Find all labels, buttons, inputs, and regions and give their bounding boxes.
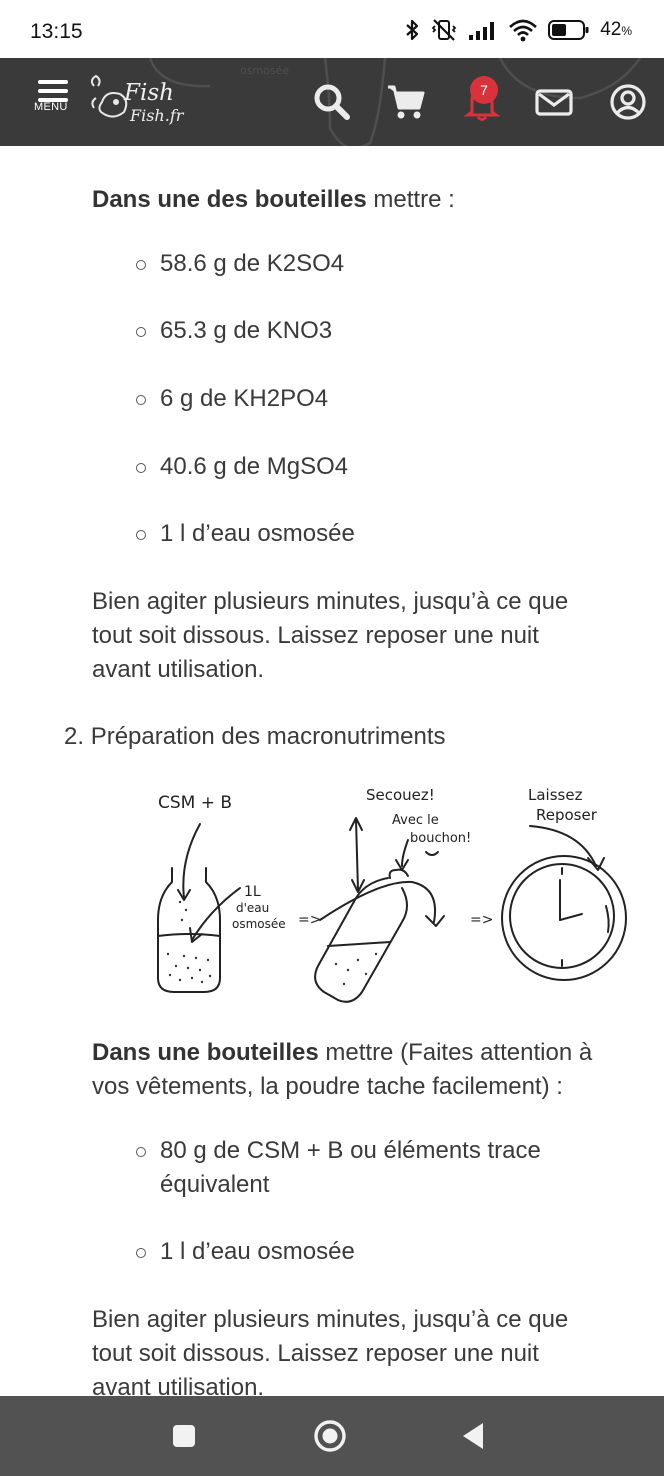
system-nav-bar (0, 1396, 664, 1476)
svg-text:1L: 1L (244, 884, 261, 900)
menu-button[interactable] (34, 78, 78, 130)
menu-label: MENU (34, 101, 68, 113)
macronutrient-preparation-sketch (140, 770, 630, 1020)
svg-text:=>: => (298, 912, 322, 928)
mail-icon[interactable] (534, 82, 574, 122)
home-icon[interactable] (312, 1418, 348, 1454)
list-item: 1 l d’eau osmosée (136, 1235, 616, 1269)
paragraph-shake-instructions: Bien agiter plusieurs minutes, jusqu’à ce que tout soit dissous. Laissez reposer une nuit avant utilisation. (92, 588, 569, 683)
list-item: 80 g de CSM + B ou éléments trace équivalent (136, 1134, 616, 1202)
site-logo[interactable] (86, 72, 206, 132)
step-title: Préparation des macronutriments (90, 723, 446, 750)
step-number: 2. (64, 723, 85, 750)
app-header (0, 58, 664, 146)
battery-percent: 42% (600, 19, 632, 40)
status-icons (404, 18, 632, 42)
status-bar (0, 0, 664, 58)
svg-text:=>: => (470, 912, 494, 928)
svg-text:Reposer: Reposer (536, 806, 597, 824)
vibrate-off-icon (430, 18, 458, 42)
svg-text:osmosée: osmosée (240, 64, 290, 77)
svg-text:Avec le: Avec le (392, 813, 439, 828)
recents-icon[interactable] (166, 1418, 202, 1454)
svg-text:osmosée: osmosée (232, 917, 286, 931)
step-2-heading (64, 720, 624, 754)
paragraph-bottle-contents (92, 183, 640, 217)
bold-lead: Dans une des bouteilles (92, 186, 367, 213)
svg-text:bouchon!: bouchon! (410, 831, 472, 846)
list-item: 65.3 g de KNO3 (136, 314, 616, 348)
list-item: 40.6 g de MgSO4 (136, 450, 616, 484)
list-item: 1 l d’eau osmosée (136, 517, 616, 551)
notification-badge: 7 (470, 76, 498, 104)
svg-text:CSM + B: CSM + B (158, 793, 233, 813)
account-icon[interactable] (608, 82, 648, 122)
svg-text:Laissez: Laissez (528, 786, 583, 804)
logo-text-bottom: Fish.fr (130, 106, 184, 125)
back-icon[interactable] (456, 1418, 492, 1454)
search-icon[interactable] (312, 82, 352, 122)
bluetooth-icon (404, 18, 420, 42)
list-item: 6 g de KH2PO4 (136, 382, 616, 416)
paragraph-rest: mettre : (366, 186, 455, 213)
logo-text-top: Fish (124, 80, 174, 106)
fish-logo-icon (86, 72, 206, 132)
svg-text:d'eau: d'eau (236, 901, 270, 915)
svg-text:Secouez!: Secouez! (366, 786, 435, 804)
wifi-icon (508, 18, 538, 42)
list-item: 58.6 g de K2SO4 (136, 247, 616, 281)
paragraph-bottle-2-contents: Dans une bouteilles mettre (Faites attention à vos vêtements, la poudre tache facilement) : (92, 1039, 593, 1100)
bold-lead: Dans une bouteilles (92, 1039, 319, 1066)
signal-icon (468, 19, 498, 41)
cart-icon[interactable] (386, 82, 426, 122)
status-time: 13:15 (30, 20, 83, 43)
paragraph-shake-instructions-2: Bien agiter plusieurs minutes, jusqu’à ce que tout soit dissous. Laissez reposer une nuit avant utilisation. (92, 1306, 569, 1396)
article-content (0, 146, 664, 1396)
battery-icon (548, 19, 590, 41)
